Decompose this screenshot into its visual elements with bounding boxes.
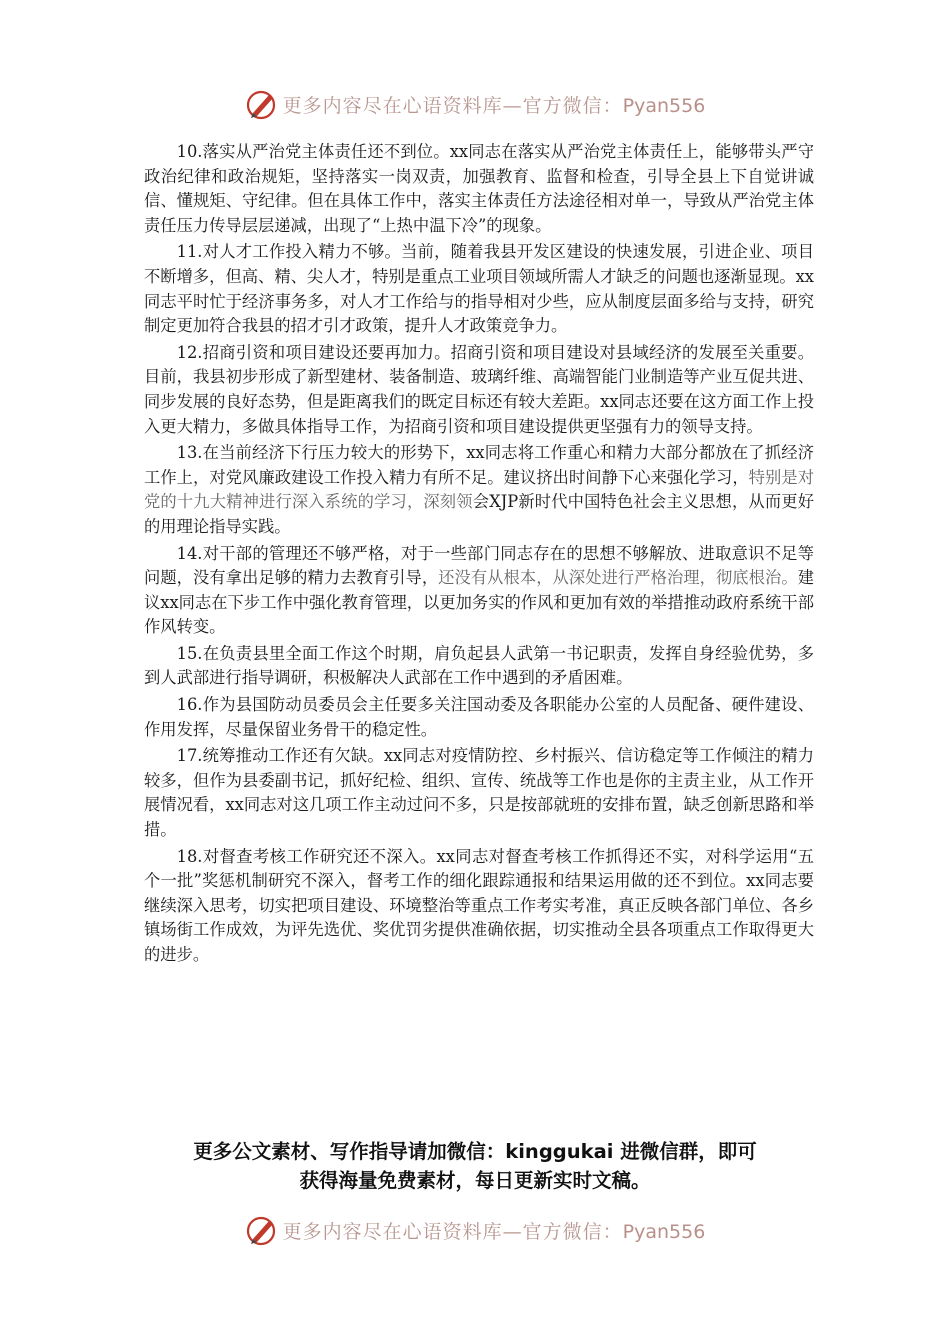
watermark-header	[0, 84, 950, 124]
paragraph-17: 17.统筹推动工作还有欠缺。xx同志对疫情防控、乡村振兴、信访稳定等工作倾注的精力较多，但作为县委副书记，抓好纪检、组织、宣传、统战等工作也是你的主责主业，从工作开展情况看，xx同志对这几项工作主动过问不多，只是按部就班的安排布置，缺乏创新思路和举措。	[144, 746, 814, 840]
promo-line-1: 更多公文素材、写作指导请加微信：kinggukai 进微信群，即可	[193, 1140, 757, 1163]
watermark-footer	[0, 1210, 950, 1250]
watermark-id: Pyan556	[622, 94, 706, 117]
paragraph-18: 18.对督查考核工作研究还不深入。xx同志对督查考核工作抓得还不实，对科学运用“五个一批”奖惩机制研究不深入，督考工作的细化跟踪通报和结果运用做的还不到位。xx同志要继续深入思考，切实把项目建设、环境整治等重点工作考实考准，真正反映各部门单位、各乡镇场街工作成效，为评先选优、奖优罚劣提供准确依据，切实推动全县各项重点工作取得更大的进步。	[144, 846, 814, 964]
promo-line-2: 获得海量免费素材，每日更新实时文稿。	[299, 1169, 651, 1192]
promo-notice	[0, 1137, 950, 1195]
watermark-text: 更多内容尽在心语资料库—官方微信：	[282, 94, 623, 117]
paragraph-16: 16.作为县国防动员委员会主任要多关注国动委及各职能办公室的人员配备、硬件建设、作用发挥，尽量保留业务骨干的稳定性。	[144, 695, 814, 739]
pen-logo-icon	[245, 1213, 279, 1247]
paragraph-14: 14.对干部的管理还不够严格，对于一些部门同志存在的思想不够解放、进取意识不足等问题，没有拿出足够的精力去教育引导，还没有从根本，从深处进行严格治理，彻底根治。建议xx同志在下步工作中强化教育管理，以更加务实的作风和更加有效的举措推动政府系统干部作风转变。	[144, 543, 814, 637]
pen-logo-icon	[245, 87, 279, 121]
paragraph-11: 11.对人才工作投入精力不够。当前，随着我县开发区建设的快速发展，引进企业、项目不断增多，但高、精、尖人才，特别是重点工业项目领域所需人才缺乏的问题也逐渐显现。xx同志平时忙于经济事务多，对人才工作给与的指导相对少些，应从制度层面多给与支持，研究制定更加符合我县的招才引才政策，提升人才政策竞争力。	[144, 242, 814, 336]
paragraph-13: 13.在当前经济下行压力较大的形势下，xx同志将工作重心和精力大部分都放在了抓经济工作上，对党风廉政建设工作投入精力有所不足。建议挤出时间静下心来强化学习，特别是对党的十九大精神进行深入系统的学习，深刻领会XJP新时代中国特色社会主义思想，从而更好的用理论指导实践。	[144, 443, 814, 536]
watermark-text: 更多内容尽在心语资料库—官方微信：	[282, 1220, 623, 1243]
paragraph-15: 15.在负责县里全面工作这个时期，肩负起县人武第一书记职责，发挥自身经验优势，多到人武部进行指导调研，积极解决人武部在工作中遇到的矛盾困难。	[144, 643, 814, 688]
watermark-id: Pyan556	[622, 1220, 706, 1243]
paragraph-10: 10.落实从严治党主体责任还不到位。xx同志在落实从严治党主体责任上，能够带头严守政治纪律和政治规矩，坚持落实一岗双责，加强教育、监督和检查，引导全县上下自觉讲诚信、懂规矩、守纪律。但在具体工作中，落实主体责任方法途径相对单一，导致从严治党主体责任压力传导层层递减，出现了“上热中温下冷”的现象。	[144, 142, 814, 235]
document-body	[144, 140, 814, 970]
muted-text: 特别是对党的十九大精神进行深入系统的学习，深刻领	[144, 467, 814, 512]
muted-text: 还没有从根本，从深处进行严格治理，彻底根治。	[438, 568, 798, 588]
paragraph-12: 12.招商引资和项目建设还要再加力。招商引资和项目建设对县域经济的发展至关重要。目前，我县初步形成了新型建材、装备制造、玻璃纤维、高端智能门业制造等产业互促共进、同步发展的良好态势，但是距离我们的既定目标还有较大差距。xx同志还要在这方面工作上投入更大精力，多做具体指导工作，为招商引资和项目建设提供更坚强有力的领导支持。	[144, 342, 814, 436]
